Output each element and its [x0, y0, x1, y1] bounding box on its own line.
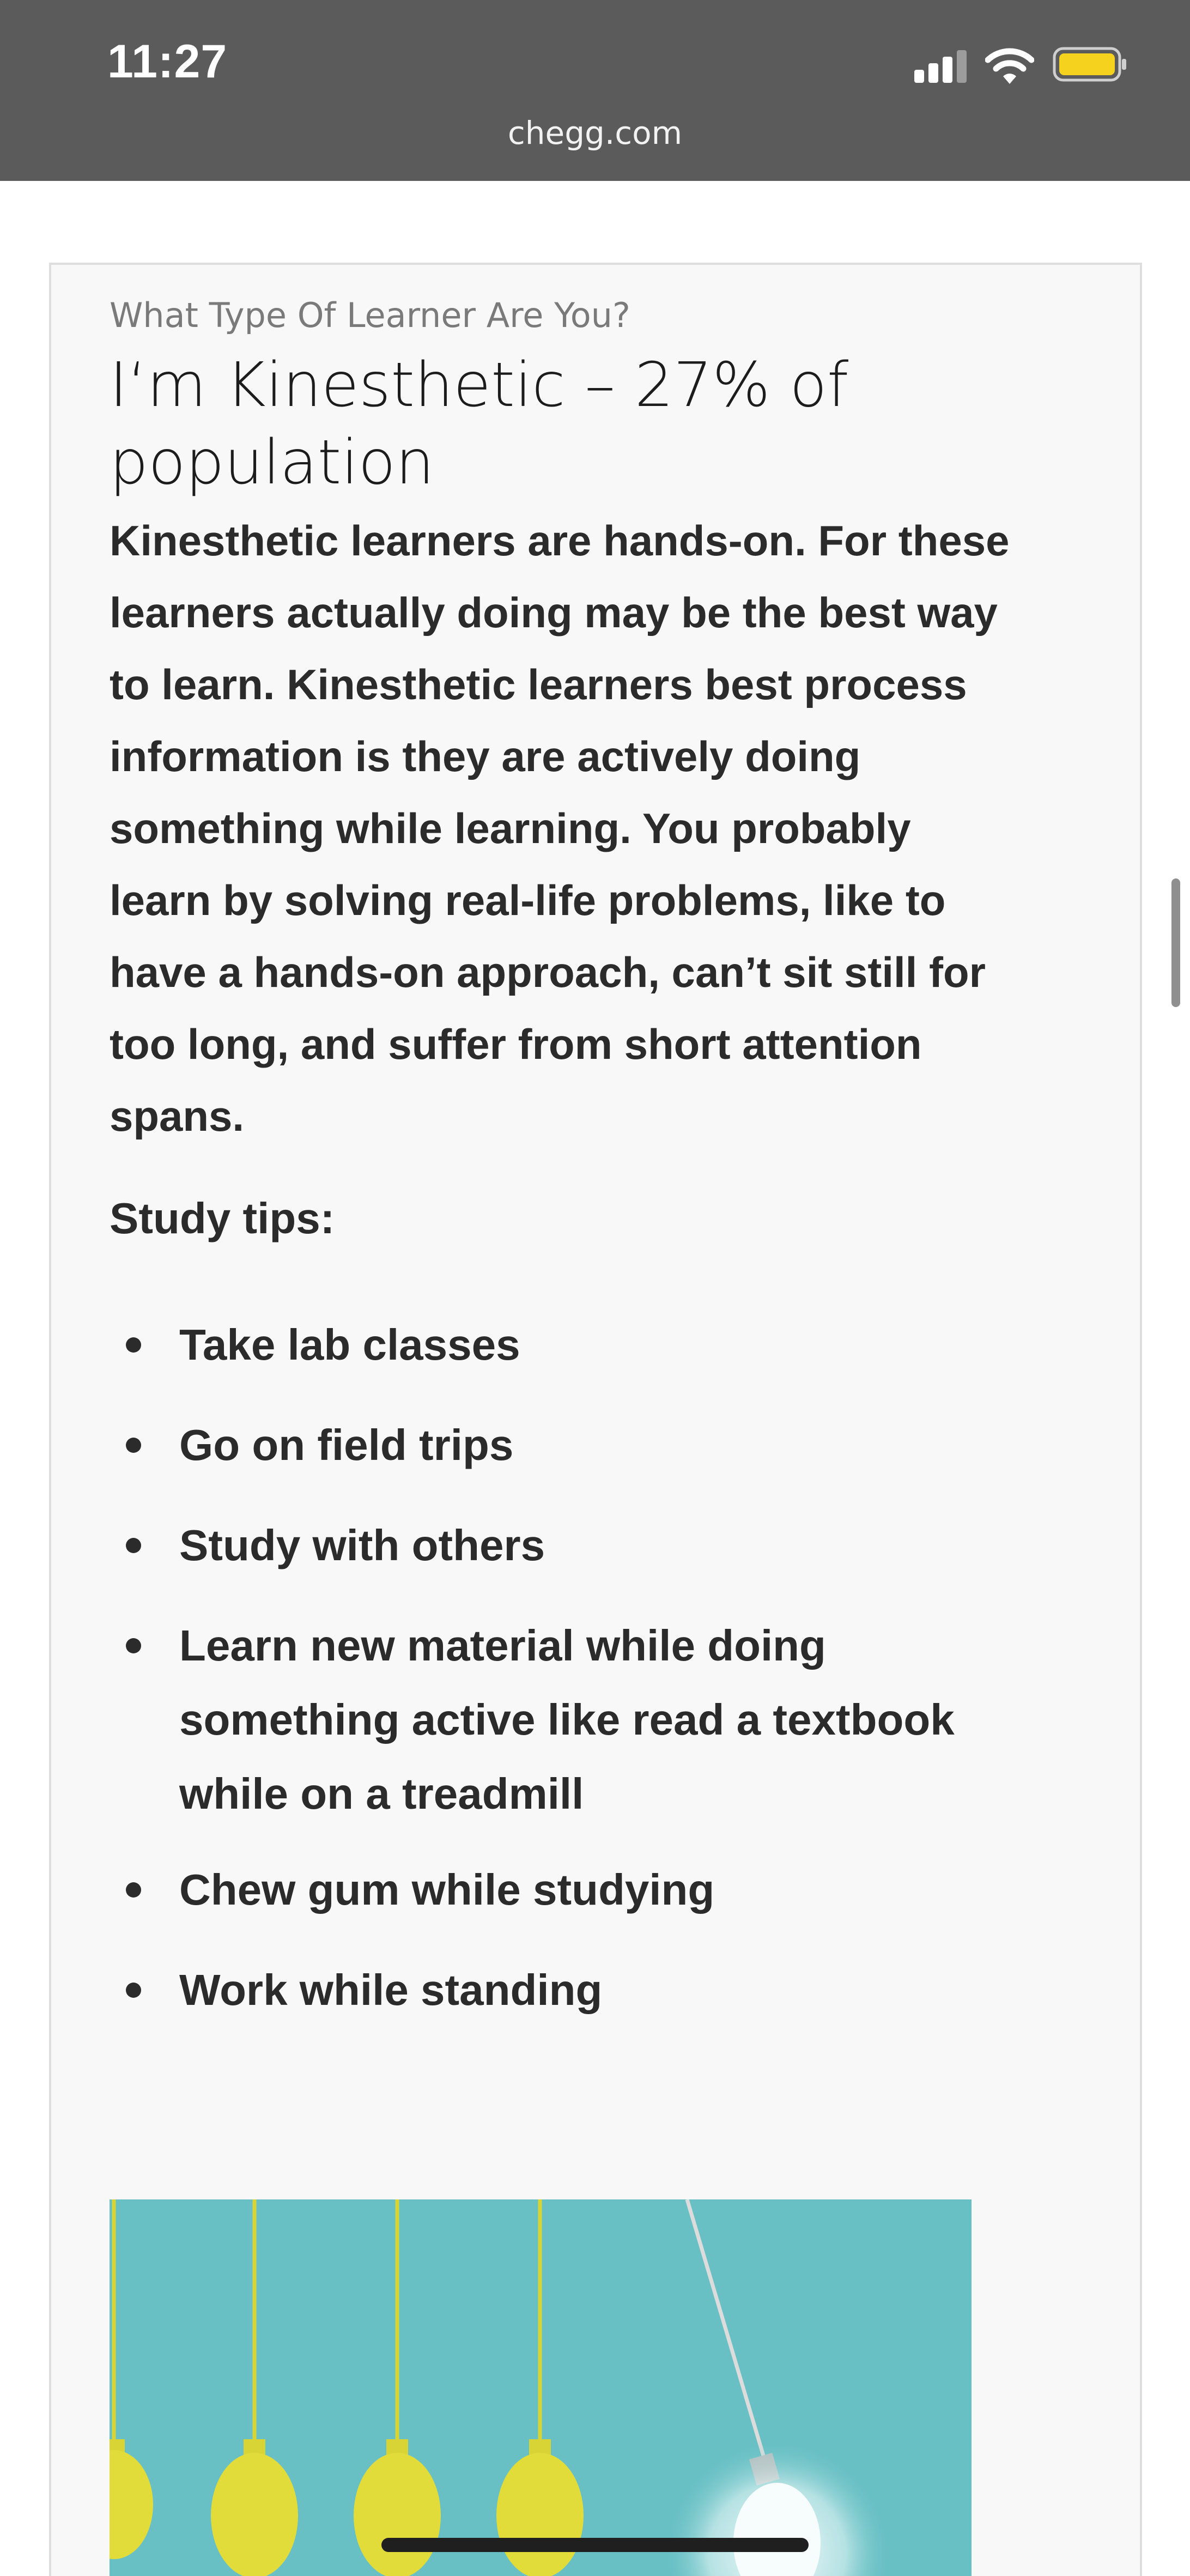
study-tips-heading: Study tips: [110, 1194, 335, 1242]
description-line: information is they are actively doing [110, 732, 861, 780]
list-item [110, 1609, 1036, 1831]
wifi-icon [985, 46, 1034, 85]
description-line: have a hands-on approach, can’t sit still for [110, 948, 986, 996]
status-time: 11:27 [107, 35, 228, 88]
bullet-icon [126, 1438, 141, 1453]
signal-icon [914, 50, 969, 83]
description-line: something while learning. You probably [110, 804, 911, 852]
tip-text: while on a treadmill [179, 1769, 584, 1818]
tip-text: Learn new material while doing [179, 1621, 826, 1670]
address-bar-url[interactable]: chegg.com [507, 114, 683, 151]
bullet-icon [126, 1638, 141, 1653]
lightbulbs-image [110, 2199, 972, 2576]
card-title [110, 347, 1036, 501]
tip-text: Go on field trips [179, 1421, 514, 1469]
battery-icon [1053, 47, 1128, 82]
list-item [110, 1308, 1036, 1382]
list-item [110, 1508, 1036, 1583]
home-indicator[interactable] [381, 2538, 809, 2552]
description-line: Kinesthetic learners are hands-on. For these [110, 517, 1010, 565]
description-line: learn by solving real-life problems, like to [110, 876, 946, 924]
description-line: to learn. Kinesthetic learners best process [110, 660, 967, 708]
bullet-icon [126, 1882, 141, 1898]
card-title-line: I‘m Kinesthetic – 27% of [110, 350, 849, 421]
tip-text: Work while standing [179, 1966, 603, 2014]
description-line: learners actually doing may be the best way [110, 589, 998, 637]
tip-text: something active like read a textbook [179, 1695, 955, 1744]
card-kicker: What Type Of Learner Are You? [110, 295, 630, 335]
list-item [110, 1408, 1036, 1482]
tip-text: Study with others [179, 1521, 545, 1569]
bullet-icon [126, 1337, 141, 1353]
bullet-icon [126, 1538, 141, 1553]
bullet-icon [126, 1983, 141, 1998]
scrollbar-thumb[interactable] [1171, 878, 1180, 1007]
status-bar [0, 0, 1190, 181]
learner-type-card [49, 263, 1142, 2576]
tip-text: Take lab classes [179, 1320, 520, 1369]
description-line: too long, and suffer from short attention [110, 1020, 922, 1068]
card-description [110, 505, 1107, 1152]
card-title-line: population [110, 427, 434, 498]
tip-text: Chew gum while studying [179, 1865, 715, 1914]
description-line: spans. [110, 1092, 245, 1140]
list-item [110, 1853, 1036, 1927]
list-item [110, 1953, 1036, 2027]
